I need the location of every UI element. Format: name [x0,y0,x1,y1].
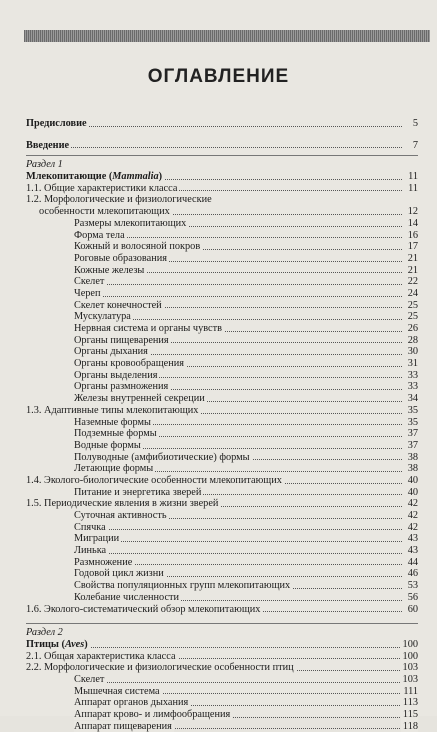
toc-entry [26,686,418,698]
toc-entry-page: 28 [407,334,418,346]
toc-entry-text: Свойства популяционных групп млекопитающих [74,580,291,592]
toc-entry-page: 21 [407,252,418,264]
toc-entry-introduction [26,140,418,152]
toc-entry-page: 30 [407,346,418,358]
toc-entry-page: 46 [407,568,418,580]
toc-entry-text: Полуводные (амфибиотические) формы [74,451,250,463]
toc-entry [26,288,418,300]
toc-entry-text: 1.6. Эколого-систематический обзор млекопитающих [26,603,261,615]
toc-entry [26,323,418,335]
toc-entry-page: 38 [407,451,418,463]
section-label: Раздел 2 [26,627,63,639]
toc-entry-page: 115 [402,709,418,720]
toc-entry-text: Скелет [74,673,105,685]
toc-entry-text: Нервная система и органы чувств [74,323,222,334]
toc-entry-page: 21 [407,264,418,276]
toc-entry-text: Скелет [74,276,105,288]
toc-entry-text: Суточная активность [74,510,167,521]
toc-entry [26,592,418,604]
toc-entry-page: 40 [407,474,418,486]
toc-entry-text: Питание и энергетика зверей [74,486,202,498]
toc-entry-text: 1.4. Эколого-биологические особенности млекопитающих [26,474,282,486]
toc-entry-page: 113 [402,697,418,709]
toc-entry [26,241,418,253]
toc-entry-text: Линька [74,545,107,557]
toc-entry-page: 56 [407,591,418,603]
toc-entry-page: 40 [407,486,418,498]
toc-entry-text: 2.1. Общая характеристика класса [26,650,176,662]
toc-entry [26,674,418,686]
toc-entry [26,335,418,347]
toc-entry [26,463,418,475]
toc-entry-page: 42 [407,498,418,510]
toc-entry-text: Размеры млекопитающих [74,217,187,229]
section-divider [26,623,418,624]
toc-entry-page: 12 [407,206,418,218]
toc-entry-page: 5 [412,118,418,129]
toc-entry [26,721,418,732]
toc-entry [26,697,418,709]
toc-entry-page: 22 [407,276,418,288]
toc-entry-page: 25 [407,311,418,323]
toc-entry [26,405,418,417]
toc-entry [26,393,418,405]
toc-entry-text: Органы выделения [74,369,158,381]
toc-entry [26,300,418,312]
toc-entry [26,428,418,440]
toc-entry-page: 34 [407,393,418,405]
toc-entry-text: Мышечная система [74,685,160,697]
toc-entry-text: Предисловие [26,118,87,129]
toc-entry-page: 43 [407,533,418,545]
toc-entry-text: Подземные формы [74,428,157,440]
toc-entry-text: 1.3. Адаптивные типы млекопитающих [26,404,199,416]
toc-entry [26,662,418,674]
toc-entry-text: Череп [74,287,101,299]
toc-entry-page: 11 [408,182,418,194]
table-of-contents [26,118,418,732]
toc-entry [26,370,418,382]
toc-entry-text: Размножение [74,556,133,568]
toc-entry [26,381,418,393]
toc-entry-text: Летающие формы [74,463,154,475]
toc-entry-page: 42 [407,510,418,521]
toc-entry-page: 33 [407,381,418,393]
toc-entry-page: 14 [407,217,418,229]
section-label: Раздел 1 [26,159,63,171]
toc-entry-text: Миграции [74,533,120,545]
toc-entry [26,557,418,569]
toc-entry-page: 25 [407,299,418,311]
toc-entry-page: 38 [407,463,418,475]
toc-entry-preface [26,118,418,130]
toc-entry-text: Млекопитающие (Mammalia) [26,171,163,183]
toc-entry [26,218,418,230]
toc-entry-text: Железы внутренней секреции [74,393,205,405]
toc-entry-text: Аппарат пищеварения [74,720,172,732]
toc-entry [26,346,418,358]
toc-entry [26,452,418,464]
toc-entry-page: 43 [407,545,418,557]
toc-entry-text: Годовой цикл жизни [74,568,164,580]
toc-entry [26,311,418,323]
toc-section-heading [26,639,418,651]
toc-entry-page: 26 [407,323,418,334]
toc-entry [26,545,418,557]
page-title: ОГЛАВЛЕНИЕ [147,66,290,87]
toc-entry-text: Органы кровообращения [74,358,184,370]
toc-entry [26,230,418,242]
toc-entry [26,498,418,510]
toc-entry-text: 2.2. Морфологические и физиологические особенности птиц [26,662,294,674]
toc-entry-page: 37 [407,428,418,440]
toc-entry-text: особенности млекопитающих [39,206,170,218]
toc-entry [26,276,418,288]
toc-entry-page: 33 [407,369,418,381]
toc-entry-page: 118 [402,720,418,732]
toc-entry [26,651,418,663]
toc-entry-text: Роговые образования [74,252,167,264]
toc-entry [26,183,418,195]
toc-entry-text: Скелет конечностей [74,299,162,311]
toc-entry [26,522,418,534]
toc-entry-text: Спячка [74,521,106,533]
toc-entry-page: 35 [407,404,418,416]
toc-entry [26,487,418,499]
toc-entry-page: 42 [407,521,418,533]
toc-entry-page: 44 [407,556,418,568]
toc-entry [26,510,418,522]
toc-entry-page: 100 [402,650,418,662]
toc-entry [26,358,418,370]
toc-entry [26,604,418,616]
toc-entry-page: 53 [407,580,418,592]
toc-entry-text: Введение [26,139,70,151]
toc-entry [26,253,418,265]
toc-entry [26,417,418,429]
header-band [24,30,430,42]
toc-entry [26,580,418,592]
toc-entry [26,568,418,580]
toc-entry-text: Органы пищеварения [74,334,169,346]
toc-entry [26,194,418,206]
toc-entry-page: 24 [407,287,418,299]
toc-entry-page: 35 [407,416,418,428]
toc-entry-page: 37 [407,439,418,451]
toc-entry-text: Птицы (Aves) [26,638,88,650]
toc-entry-text: Аппарат органов дыхания [74,697,189,709]
toc-entry-text: Мускулатура [74,311,131,323]
toc-entry-page: 103 [402,662,418,674]
toc-entry-text: Кожный и волосяной покров [74,241,201,253]
toc-entry-page: 111 [403,685,418,697]
toc-entry-text: Водные формы [74,439,141,451]
toc-entry-text: 1.5. Периодические явления в жизни зверей [26,498,219,510]
toc-entry-text: Кожные железы [74,264,145,276]
section-divider [26,155,418,156]
toc-entry-page: 103 [402,673,418,685]
toc-entry-text: Колебание численности [74,591,180,603]
toc-entry [26,709,418,721]
toc-entry-page: 100 [402,638,418,650]
toc-entry-text: 1.2. Морфологические и физиологические [26,194,212,206]
toc-entry-text: Органы дыхания [74,346,148,358]
toc-entry-text: Аппарат крово- и лимфообращения [74,709,231,720]
toc-entry-page: 17 [407,241,418,253]
toc-entry-page: 60 [407,603,418,615]
toc-entry-text: Наземные формы [74,416,151,428]
toc-entry-text: Форма тела [74,229,125,241]
toc-entry-page: 31 [407,358,418,370]
toc-entry [26,533,418,545]
toc-entry-page: 16 [407,229,418,241]
toc-section-heading [26,171,418,183]
toc-entry [26,475,418,487]
toc-entry [26,206,418,218]
toc-entry [26,265,418,277]
toc-entry [26,440,418,452]
toc-entry-page: 11 [408,171,418,183]
toc-entry-text: 1.1. Общие характеристики класса [26,182,178,194]
toc-entry-text: Органы размножения [74,381,169,393]
toc-entry-page: 7 [412,139,418,151]
